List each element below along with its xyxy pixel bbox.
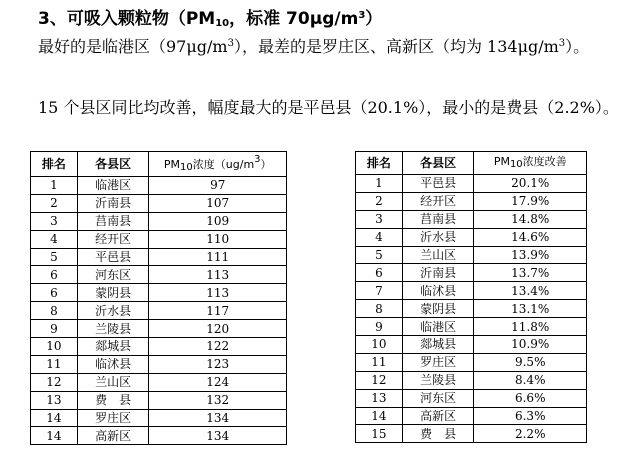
header-county: 各县区: [77, 152, 149, 177]
county-cell: 罗庄区: [402, 353, 474, 371]
rank-cell: 1: [356, 175, 403, 193]
county-cell: 郯城县: [77, 338, 149, 356]
para1-sup-a: 3: [227, 38, 234, 49]
county-cell: 经开区: [402, 192, 474, 210]
value-cell: 2.2%: [474, 425, 587, 443]
value-cell: 17.9%: [474, 192, 587, 210]
county-cell: 莒南县: [77, 212, 149, 230]
rank-cell: 11: [356, 353, 403, 371]
county-cell: 临沭县: [77, 355, 149, 373]
value-cell: 109: [149, 212, 287, 230]
para1-text-c: ）。: [565, 37, 590, 56]
rank-cell: 6: [31, 266, 78, 284]
county-cell: 兰陵县: [402, 371, 474, 389]
county-cell: 费 县: [402, 425, 474, 443]
rank-cell: 15: [356, 425, 403, 443]
section-heading: [38, 4, 382, 29]
rank-cell: 14: [31, 427, 78, 445]
value-cell: 122: [149, 338, 287, 356]
county-cell: 罗庄区: [77, 409, 149, 427]
table-row: [356, 282, 587, 300]
para1-sup-b: 3: [558, 38, 566, 49]
rank-cell: 1: [31, 177, 78, 195]
table-row: [356, 246, 587, 264]
table-row: [356, 407, 587, 425]
county-cell: 河东区: [77, 266, 149, 284]
value-cell: 117: [149, 302, 287, 320]
county-cell: 高新区: [77, 427, 149, 445]
county-cell: 沂水县: [402, 228, 474, 246]
table-row: [31, 391, 287, 409]
county-cell: 经开区: [77, 230, 149, 248]
para1-text-a: 最好的是临港区（97μg/m: [38, 37, 228, 56]
rank-cell: 10: [356, 336, 403, 354]
table-row: [31, 409, 287, 427]
table-row: [31, 373, 287, 391]
header-county: 各县区: [402, 152, 474, 175]
table-row: [356, 175, 587, 193]
county-cell: 沂水县: [77, 302, 149, 320]
rank-cell: 10: [31, 338, 78, 356]
rank-cell: 8: [31, 302, 78, 320]
rank-cell: 9: [356, 318, 403, 336]
rank-cell: 3: [356, 210, 403, 228]
county-cell: 费 县: [77, 391, 149, 409]
county-cell: 兰山区: [402, 246, 474, 264]
table-row: [356, 389, 587, 407]
para1-text-b: ），最差的是罗庄区、高新区（均为 134μg/m: [233, 37, 559, 56]
value-cell: 97: [149, 177, 287, 195]
table-row: [356, 425, 587, 443]
table-row: [31, 427, 287, 445]
table-row: [31, 212, 287, 230]
value-cell: 11.8%: [474, 318, 587, 336]
value-cell: 134: [149, 409, 287, 427]
rank-cell: 3: [31, 212, 78, 230]
county-cell: 平邑县: [402, 175, 474, 193]
header-improvement: $PM_{10}$浓度改善: [474, 152, 587, 175]
table-row: [356, 210, 587, 228]
heading-prefix: 3、可吸入颗粒物（PM: [38, 9, 216, 29]
rank-cell: 13: [356, 389, 403, 407]
rank-cell: 11: [31, 355, 78, 373]
value-cell: 20.1%: [474, 175, 587, 193]
table-row: [356, 300, 587, 318]
value-cell: 6.6%: [474, 389, 587, 407]
rank-cell: 12: [356, 371, 403, 389]
table-row: [356, 336, 587, 354]
header-rank: 排名: [31, 152, 78, 177]
table-row: [356, 228, 587, 246]
rank-cell: 7: [356, 282, 403, 300]
rank-cell: 8: [356, 300, 403, 318]
concentration-header-row: [31, 152, 287, 177]
table-row: [31, 194, 287, 212]
value-cell: 6.3%: [474, 407, 587, 425]
rank-cell: 5: [356, 246, 403, 264]
table-row: [31, 355, 287, 373]
county-cell: 兰山区: [77, 373, 149, 391]
value-cell: 123: [149, 355, 287, 373]
table-row: [356, 192, 587, 210]
value-cell: 113: [149, 266, 287, 284]
rank-cell: 6: [356, 264, 403, 282]
county-cell: 临港区: [77, 177, 149, 195]
table-row: [31, 320, 287, 338]
paragraph-best-worst: [0, 30, 629, 61]
rank-cell: 12: [31, 373, 78, 391]
improvement-table: [355, 151, 587, 443]
value-cell: 110: [149, 230, 287, 248]
county-cell: 沂南县: [402, 264, 474, 282]
rank-cell: 2: [356, 192, 403, 210]
value-cell: 113: [149, 284, 287, 302]
county-cell: 蒙阴县: [402, 300, 474, 318]
rank-cell: 14: [356, 407, 403, 425]
value-cell: 134: [149, 427, 287, 445]
value-cell: 107: [149, 194, 287, 212]
value-cell: 13.7%: [474, 264, 587, 282]
table-row: [31, 230, 287, 248]
table-row: [31, 266, 287, 284]
table-row: [31, 302, 287, 320]
county-cell: 兰陵县: [77, 320, 149, 338]
value-cell: 13.1%: [474, 300, 587, 318]
county-cell: 平邑县: [77, 248, 149, 266]
value-cell: 10.9%: [474, 336, 587, 354]
table-row: [356, 371, 587, 389]
table-row: [31, 284, 287, 302]
value-cell: 13.9%: [474, 246, 587, 264]
improvement-header-row: [356, 152, 587, 175]
table-row: [356, 318, 587, 336]
county-cell: 临港区: [402, 318, 474, 336]
rank-cell: 2: [31, 194, 78, 212]
header-rank: 排名: [356, 152, 403, 175]
rank-cell: 4: [31, 230, 78, 248]
county-cell: 莒南县: [402, 210, 474, 228]
value-cell: 13.4%: [474, 282, 587, 300]
value-cell: 14.8%: [474, 210, 587, 228]
heading-subscript: 10: [215, 18, 230, 29]
table-row: [356, 353, 587, 371]
county-cell: 郯城县: [402, 336, 474, 354]
rank-cell: 9: [31, 320, 78, 338]
county-cell: 临沭县: [402, 282, 474, 300]
value-cell: 120: [149, 320, 287, 338]
table-row: [356, 264, 587, 282]
rank-cell: 14: [31, 409, 78, 427]
heading-suffix: ，标准 70μg/m: [229, 9, 359, 29]
heading-close: ）: [365, 9, 383, 29]
table-row: [31, 338, 287, 356]
county-cell: 河东区: [402, 389, 474, 407]
value-cell: 111: [149, 248, 287, 266]
county-cell: 蒙阴县: [77, 284, 149, 302]
value-cell: 132: [149, 391, 287, 409]
rank-cell: 13: [31, 391, 78, 409]
rank-cell: 5: [31, 248, 78, 266]
table-row: [31, 177, 287, 195]
value-cell: 9.5%: [474, 353, 587, 371]
value-cell: 8.4%: [474, 371, 587, 389]
header-concentration: $PM_{10}$浓度$(ug/m^3)$: [149, 152, 287, 177]
value-cell: 14.6%: [474, 228, 587, 246]
county-cell: 沂南县: [77, 194, 149, 212]
value-cell: 124: [149, 373, 287, 391]
rank-cell: 4: [356, 228, 403, 246]
table-row: [31, 248, 287, 266]
paragraph-improvement: 15 个县区同比均改善，幅度最大的是平邑县（20.1%），最小的是费县（2.2%）。: [38, 98, 619, 117]
heading-superscript: 3: [358, 10, 366, 21]
county-cell: 高新区: [402, 407, 474, 425]
rank-cell: 6: [31, 284, 78, 302]
concentration-table: [30, 151, 287, 445]
